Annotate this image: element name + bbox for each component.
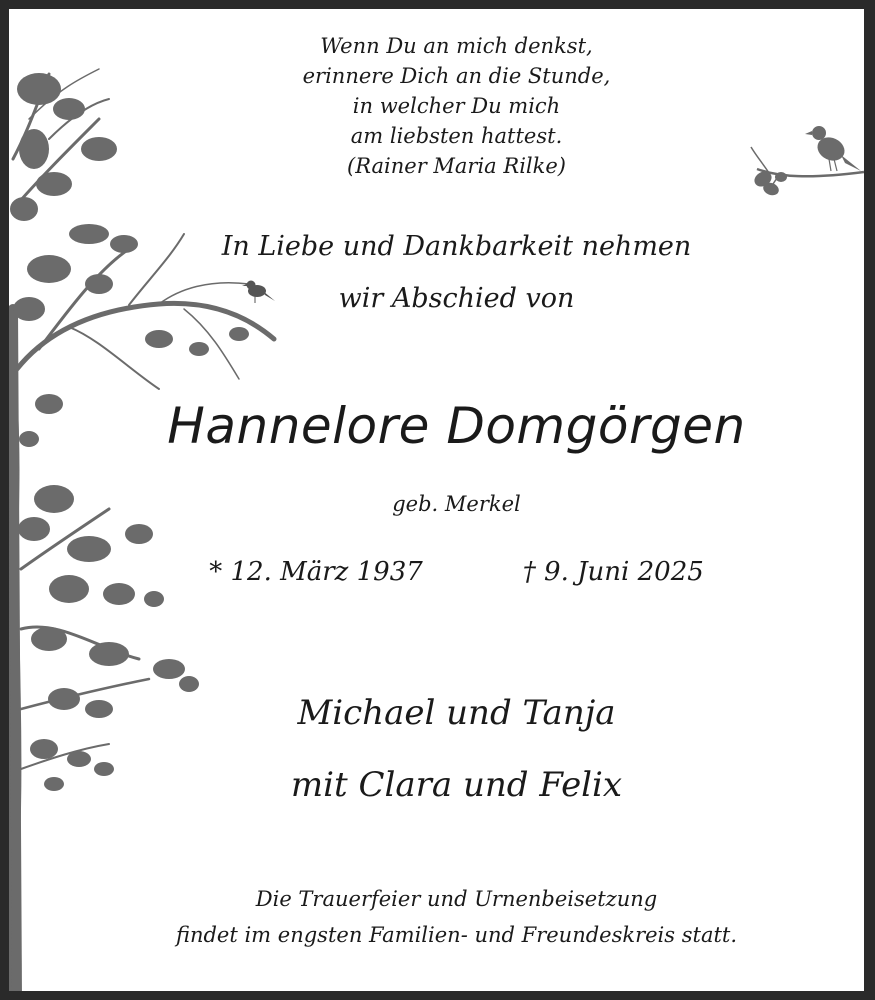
life-dates	[49, 554, 864, 590]
maiden-name: geb. Merkel	[392, 492, 521, 516]
quote-line: Wenn Du an mich denkst,	[320, 34, 593, 58]
family-line-2: mit Clara und Felix	[290, 765, 623, 805]
quote-line: erinnere Dich an die Stunde,	[302, 64, 611, 88]
farewell-intro	[49, 221, 864, 325]
quote-line: am liebsten hattest.	[350, 124, 563, 148]
rilke-quote	[49, 31, 864, 181]
funeral-notice	[49, 881, 864, 953]
notice-line-1: Die Trauerfeier und Urnenbeisetzung	[255, 887, 658, 911]
birth-date: * 12. März 1937	[209, 557, 423, 587]
death-date: † 9. Juni 2025	[522, 557, 704, 587]
quote-author: (Rainer Maria Rilke)	[347, 154, 566, 178]
intro-line-1: In Liebe und Dankbarkeit nehmen	[221, 231, 692, 262]
intro-line-2: wir Abschied von	[338, 283, 575, 314]
quote-line: in welcher Du mich	[352, 94, 561, 118]
notice-line-2: findet im engsten Familien- und Freundeskreis statt.	[175, 923, 738, 947]
mourning-family	[49, 677, 864, 821]
family-line-1: Michael und Tanja	[297, 693, 616, 733]
deceased-name: Hannelore Domgörgen	[167, 397, 746, 455]
